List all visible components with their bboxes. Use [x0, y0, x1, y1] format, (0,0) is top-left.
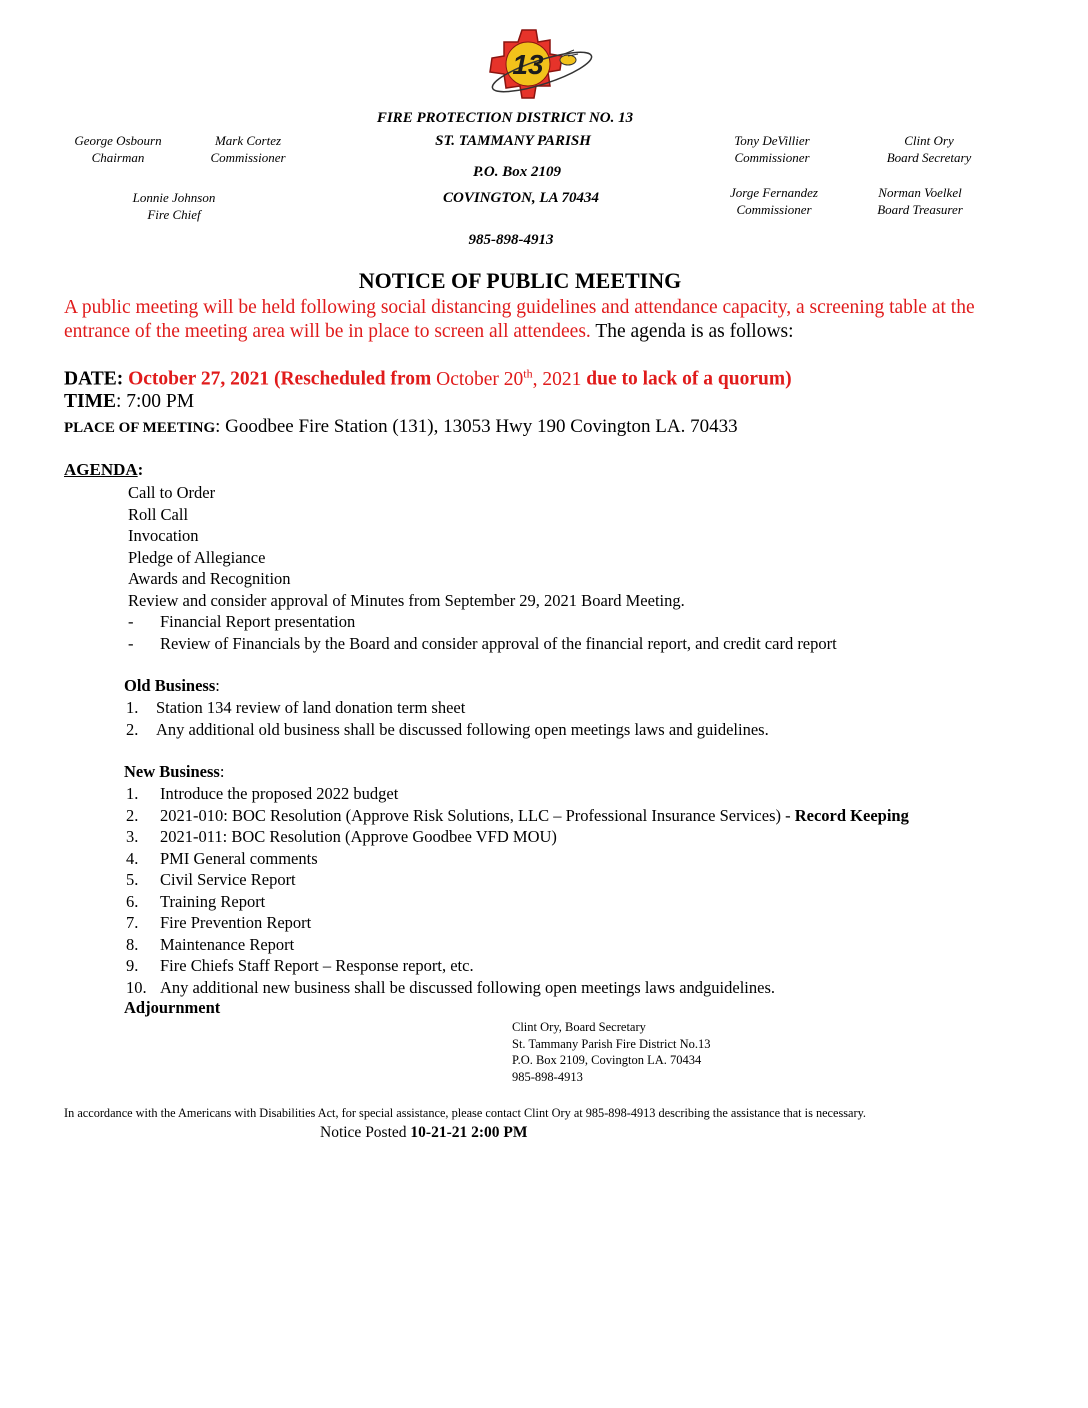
time-line	[64, 391, 194, 413]
list-item: 2. 2021-010: BOC Resolution (Approve Risk Solutions, LLC – Professional Insurance Services) - Record Keeping	[126, 805, 909, 825]
list-item: Pledge of Allegiance	[128, 547, 266, 567]
new-business-heading: New Business:	[124, 762, 225, 781]
logo-number: 13	[512, 49, 544, 80]
officer-devillier	[712, 132, 832, 166]
list-item: Awards and Recognition	[128, 569, 291, 588]
ada-notice: In accordance with the Americans with Disabilities Act, for special assistance, please contact Clint Ory at 985-898-4913 describing the assistance that is necessary.	[64, 1106, 867, 1120]
signature-line: Clint Ory, Board Secretary	[512, 1020, 646, 1034]
officer-ory	[864, 132, 994, 166]
officer-title: Chairman	[91, 150, 145, 165]
new-business-list	[126, 783, 909, 998]
header-district: FIRE PROTECTION DISTRICT NO. 13	[376, 110, 634, 126]
officer-name: Norman Voelkel	[878, 185, 962, 200]
intro-black-text: The agenda is as follows:	[595, 321, 794, 342]
officer-title: Fire Chief	[147, 207, 201, 222]
signature-line: P.O. Box 2109, Covington LA. 70434	[512, 1053, 702, 1067]
list-item: 3. 2021-011: BOC Resolution (Approve Goodbee VFD MOU)	[126, 827, 557, 846]
list-item: 1. Introduce the proposed 2022 budget	[126, 784, 399, 803]
officer-fernandez	[712, 184, 836, 218]
list-item: Review and consider approval of Minutes from September 29, 2021 Board Meeting.	[128, 590, 685, 610]
signature-line: St. Tammany Parish Fire District No.13	[512, 1036, 711, 1051]
list-item: - Review of Financials by the Board and consider approval of the financial report, and credit card report	[128, 633, 837, 653]
officer-title: Commissioner	[736, 202, 812, 217]
officer-name: Clint Ory	[904, 133, 954, 148]
signature-block	[512, 1019, 711, 1085]
date-reason: due to lack of a quorum)	[586, 368, 792, 390]
place-label: PLACE OF MEETING	[64, 420, 216, 436]
officer-title: Board Treasurer	[877, 202, 963, 217]
time-label: TIME	[64, 391, 117, 412]
intro-paragraph	[64, 296, 1024, 344]
signature-line: 985-898-4913	[512, 1069, 583, 1084]
date-label: DATE:	[64, 368, 124, 390]
header-parish: ST. TAMMANY PARISH	[435, 133, 591, 149]
list-item: Call to Order	[128, 483, 216, 502]
place-value: : Goodbee Fire Station (131), 13053 Hwy 190 Covington LA. 70433	[215, 416, 738, 437]
notice-posted: Notice Posted 10-21-21 2:00 PM	[320, 1124, 528, 1141]
officer-title: Commissioner	[734, 150, 810, 165]
officer-cortez	[188, 132, 308, 166]
list-item: 1. Station 134 review of land donation term sheet	[126, 698, 466, 717]
officer-name: Jorge Fernandez	[730, 185, 818, 200]
list-item: 6. Training Report	[126, 891, 266, 911]
officer-title: Board Secretary	[886, 150, 972, 165]
list-item: Invocation	[128, 526, 199, 545]
officer-osbourn	[58, 132, 178, 166]
date-value: October 27, 2021 (Rescheduled from	[128, 368, 432, 390]
list-item: 7. Fire Prevention Report	[126, 913, 312, 932]
list-item: Roll Call	[128, 504, 189, 524]
officer-name: Mark Cortez	[214, 133, 282, 148]
place-line	[64, 416, 738, 438]
officer-name: George Osbourn	[74, 133, 162, 148]
date-line	[64, 366, 792, 391]
adjournment: Adjournment	[124, 998, 221, 1017]
agenda-sub-list	[128, 611, 837, 654]
page-title: NOTICE OF PUBLIC MEETING	[358, 268, 682, 293]
old-business-list	[126, 697, 769, 740]
header-phone: 985-898-4913	[468, 232, 554, 248]
officer-title: Commissioner	[210, 150, 286, 165]
old-business-heading: Old Business:	[124, 676, 220, 695]
header-po-box: P.O. Box 2109	[472, 164, 562, 180]
header-city: COVINGTON, LA 70434	[443, 190, 599, 206]
list-item: 10. Any additional new business shall be discussed following open meetings laws andguidelines.	[126, 977, 775, 997]
agenda-heading: AGENDA:	[64, 460, 144, 479]
officer-voelkel	[858, 184, 982, 218]
list-item: 5. Civil Service Report	[126, 870, 296, 889]
date-old: October 20th, 2021	[436, 366, 582, 390]
time-value: : 7:00 PM	[116, 391, 195, 412]
list-item: 9. Fire Chiefs Staff Report – Response report, etc.	[126, 956, 474, 975]
district-logo	[484, 28, 604, 100]
officer-name: Lonnie Johnson	[132, 190, 216, 205]
list-item: - Financial Report presentation	[128, 612, 356, 631]
list-item: 4. PMI General comments	[126, 848, 318, 868]
agenda-list	[128, 482, 685, 611]
intro-red-text: A public meeting will be held following social distancing guidelines and attendance capacity, a screening table at the entrance of the meeting area will be in place to screen all attendees.	[64, 297, 975, 342]
list-item: 2. Any additional old business shall be discussed following open meetings laws and guidelines.	[126, 719, 769, 739]
list-item: 8. Maintenance Report	[126, 934, 295, 954]
officer-name: Tony DeVillier	[734, 133, 810, 148]
officer-johnson	[114, 189, 234, 223]
